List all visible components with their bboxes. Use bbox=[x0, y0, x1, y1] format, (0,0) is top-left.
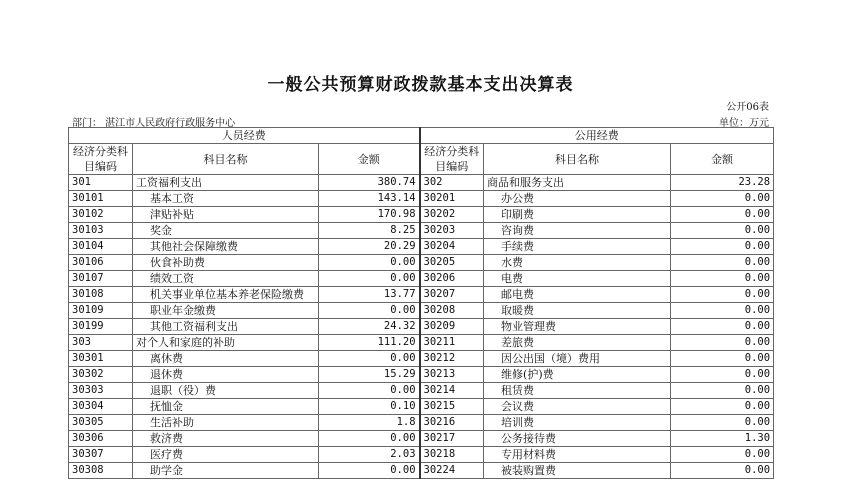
right-amount-cell: 0.00 bbox=[671, 255, 774, 271]
right-name-cell: 办公费 bbox=[484, 191, 671, 207]
right-amount-cell: 0.00 bbox=[671, 463, 774, 479]
right-code-cell: 30202 bbox=[420, 207, 484, 223]
right-name-cell: 印刷费 bbox=[484, 207, 671, 223]
left-amount-cell: 8.25 bbox=[319, 223, 420, 239]
right-code-cell: 30207 bbox=[420, 287, 484, 303]
right-code-cell: 30205 bbox=[420, 255, 484, 271]
table-row bbox=[69, 367, 774, 383]
left-name-cell: 对个人和家庭的补助 bbox=[133, 335, 319, 351]
table-row bbox=[69, 287, 774, 303]
right-name-cell: 会议费 bbox=[484, 399, 671, 415]
right-name-cell: 因公出国（境）费用 bbox=[484, 351, 671, 367]
left-code-cell: 30101 bbox=[69, 191, 133, 207]
left-name-cell: 退职（役）费 bbox=[133, 383, 319, 399]
left-amount-cell: 0.00 bbox=[319, 303, 420, 319]
table-row bbox=[69, 463, 774, 479]
table-row bbox=[69, 303, 774, 319]
left-code-cell: 30106 bbox=[69, 255, 133, 271]
right-code-cell: 30218 bbox=[420, 447, 484, 463]
left-amount-cell: 111.20 bbox=[319, 335, 420, 351]
left-code-cell: 30107 bbox=[69, 271, 133, 287]
left-amount-cell: 143.14 bbox=[319, 191, 420, 207]
left-code-cell: 30199 bbox=[69, 319, 133, 335]
report-title: 一般公共预算财政拨款基本支出决算表 bbox=[267, 75, 574, 95]
table-row bbox=[69, 319, 774, 335]
left-code-cell: 30307 bbox=[69, 447, 133, 463]
left-code-cell: 30104 bbox=[69, 239, 133, 255]
right-amount-cell: 0.00 bbox=[671, 335, 774, 351]
left-name-cell: 绩效工资 bbox=[133, 271, 319, 287]
left-amount-cell: 0.00 bbox=[319, 255, 420, 271]
right-amount-cell: 0.00 bbox=[671, 351, 774, 367]
table-row bbox=[69, 239, 774, 255]
left-name-cell: 助学金 bbox=[133, 463, 319, 479]
right-code-cell: 30217 bbox=[420, 431, 484, 447]
left-name-cell: 职业年金缴费 bbox=[133, 303, 319, 319]
right-amount-cell: 0.00 bbox=[671, 303, 774, 319]
left-code-cell: 30102 bbox=[69, 207, 133, 223]
right-name-cell: 商品和服务支出 bbox=[484, 175, 671, 191]
right-code-cell: 30212 bbox=[420, 351, 484, 367]
amount-header-right: 金额 bbox=[671, 144, 774, 175]
right-amount-cell: 0.00 bbox=[671, 447, 774, 463]
right-name-cell: 物业管理费 bbox=[484, 319, 671, 335]
right-amount-cell: 0.00 bbox=[671, 191, 774, 207]
right-code-cell: 30224 bbox=[420, 463, 484, 479]
left-amount-cell: 380.74 bbox=[319, 175, 420, 191]
left-name-cell: 其他社会保障缴费 bbox=[133, 239, 319, 255]
table-row bbox=[69, 383, 774, 399]
left-name-cell: 医疗费 bbox=[133, 447, 319, 463]
left-code-cell: 30305 bbox=[69, 415, 133, 431]
right-code-cell: 30214 bbox=[420, 383, 484, 399]
right-code-cell: 30206 bbox=[420, 271, 484, 287]
name-header-right: 科目名称 bbox=[484, 144, 671, 175]
right-name-cell: 被装购置费 bbox=[484, 463, 671, 479]
expenditure-table bbox=[68, 127, 774, 479]
right-amount-cell: 0.00 bbox=[671, 415, 774, 431]
right-amount-cell: 23.28 bbox=[671, 175, 774, 191]
table-row bbox=[69, 175, 774, 191]
table-row bbox=[69, 415, 774, 431]
right-amount-cell: 0.00 bbox=[671, 399, 774, 415]
right-name-cell: 专用材料费 bbox=[484, 447, 671, 463]
left-amount-cell: 0.10 bbox=[319, 399, 420, 415]
table-row bbox=[69, 431, 774, 447]
right-name-cell: 邮电费 bbox=[484, 287, 671, 303]
right-name-cell: 咨询费 bbox=[484, 223, 671, 239]
right-name-cell: 水费 bbox=[484, 255, 671, 271]
table-code: 公开06表 bbox=[726, 102, 769, 113]
left-amount-cell: 0.00 bbox=[319, 463, 420, 479]
right-code-cell: 30213 bbox=[420, 367, 484, 383]
right-code-cell: 30201 bbox=[420, 191, 484, 207]
table-row bbox=[69, 255, 774, 271]
right-amount-cell: 0.00 bbox=[671, 367, 774, 383]
right-amount-cell: 0.00 bbox=[671, 207, 774, 223]
right-name-cell: 差旅费 bbox=[484, 335, 671, 351]
left-amount-cell: 20.29 bbox=[319, 239, 420, 255]
left-amount-cell: 15.29 bbox=[319, 367, 420, 383]
left-code-cell: 30301 bbox=[69, 351, 133, 367]
right-code-cell: 30211 bbox=[420, 335, 484, 351]
public-header: 公用经费 bbox=[420, 128, 774, 144]
left-name-cell: 工资福利支出 bbox=[133, 175, 319, 191]
left-name-cell: 抚恤金 bbox=[133, 399, 319, 415]
unit-label: 单位：万元 bbox=[719, 118, 769, 129]
right-code-cell: 30204 bbox=[420, 239, 484, 255]
left-code-cell: 30109 bbox=[69, 303, 133, 319]
left-amount-cell: 1.8 bbox=[319, 415, 420, 431]
right-amount-cell: 1.30 bbox=[671, 431, 774, 447]
column-header-row bbox=[69, 144, 774, 175]
table-row bbox=[69, 447, 774, 463]
right-name-cell: 电费 bbox=[484, 271, 671, 287]
left-name-cell: 津贴补贴 bbox=[133, 207, 319, 223]
right-amount-cell: 0.00 bbox=[671, 383, 774, 399]
amount-header-left: 金额 bbox=[319, 144, 420, 175]
left-code-cell: 30108 bbox=[69, 287, 133, 303]
right-name-cell: 培训费 bbox=[484, 415, 671, 431]
right-amount-cell: 0.00 bbox=[671, 271, 774, 287]
left-amount-cell: 24.32 bbox=[319, 319, 420, 335]
right-name-cell: 公务接待费 bbox=[484, 431, 671, 447]
right-name-cell: 取暖费 bbox=[484, 303, 671, 319]
left-name-cell: 离休费 bbox=[133, 351, 319, 367]
left-name-cell: 其他工资福利支出 bbox=[133, 319, 319, 335]
right-code-cell: 30208 bbox=[420, 303, 484, 319]
code-header-right: 经济分类科目编码 bbox=[420, 144, 484, 175]
personnel-header: 人员经费 bbox=[69, 128, 420, 144]
table-row bbox=[69, 207, 774, 223]
right-code-cell: 30216 bbox=[420, 415, 484, 431]
right-name-cell: 手续费 bbox=[484, 239, 671, 255]
left-name-cell: 机关事业单位基本养老保险缴费 bbox=[133, 287, 319, 303]
left-name-cell: 退休费 bbox=[133, 367, 319, 383]
left-name-cell: 救济费 bbox=[133, 431, 319, 447]
left-code-cell: 30306 bbox=[69, 431, 133, 447]
right-name-cell: 租赁费 bbox=[484, 383, 671, 399]
left-name-cell: 伙食补助费 bbox=[133, 255, 319, 271]
left-amount-cell: 0.00 bbox=[319, 271, 420, 287]
table-row bbox=[69, 351, 774, 367]
left-code-cell: 30302 bbox=[69, 367, 133, 383]
left-code-cell: 30304 bbox=[69, 399, 133, 415]
left-amount-cell: 0.00 bbox=[319, 431, 420, 447]
table-row bbox=[69, 335, 774, 351]
left-code-cell: 30103 bbox=[69, 223, 133, 239]
code-header-left: 经济分类科目编码 bbox=[69, 144, 133, 175]
left-code-cell: 303 bbox=[69, 335, 133, 351]
table-row bbox=[69, 191, 774, 207]
left-code-cell: 301 bbox=[69, 175, 133, 191]
right-amount-cell: 0.00 bbox=[671, 319, 774, 335]
left-code-cell: 30303 bbox=[69, 383, 133, 399]
right-amount-cell: 0.00 bbox=[671, 223, 774, 239]
left-amount-cell: 13.77 bbox=[319, 287, 420, 303]
name-header-left: 科目名称 bbox=[133, 144, 319, 175]
left-amount-cell: 2.03 bbox=[319, 447, 420, 463]
group-header-row bbox=[69, 128, 774, 144]
table-row bbox=[69, 271, 774, 287]
left-name-cell: 基本工资 bbox=[133, 191, 319, 207]
left-amount-cell: 0.00 bbox=[319, 383, 420, 399]
right-code-cell: 302 bbox=[420, 175, 484, 191]
left-code-cell: 30308 bbox=[69, 463, 133, 479]
department-label: 部门： 湛江市人民政府行政服务中心 bbox=[72, 118, 236, 129]
left-name-cell: 生活补助 bbox=[133, 415, 319, 431]
right-code-cell: 30209 bbox=[420, 319, 484, 335]
right-code-cell: 30215 bbox=[420, 399, 484, 415]
left-name-cell: 奖金 bbox=[133, 223, 319, 239]
left-amount-cell: 170.98 bbox=[319, 207, 420, 223]
table-row bbox=[69, 399, 774, 415]
right-amount-cell: 0.00 bbox=[671, 239, 774, 255]
right-amount-cell: 0.00 bbox=[671, 287, 774, 303]
left-amount-cell: 0.00 bbox=[319, 351, 420, 367]
right-code-cell: 30203 bbox=[420, 223, 484, 239]
table-row bbox=[69, 223, 774, 239]
right-name-cell: 维修(护)费 bbox=[484, 367, 671, 383]
